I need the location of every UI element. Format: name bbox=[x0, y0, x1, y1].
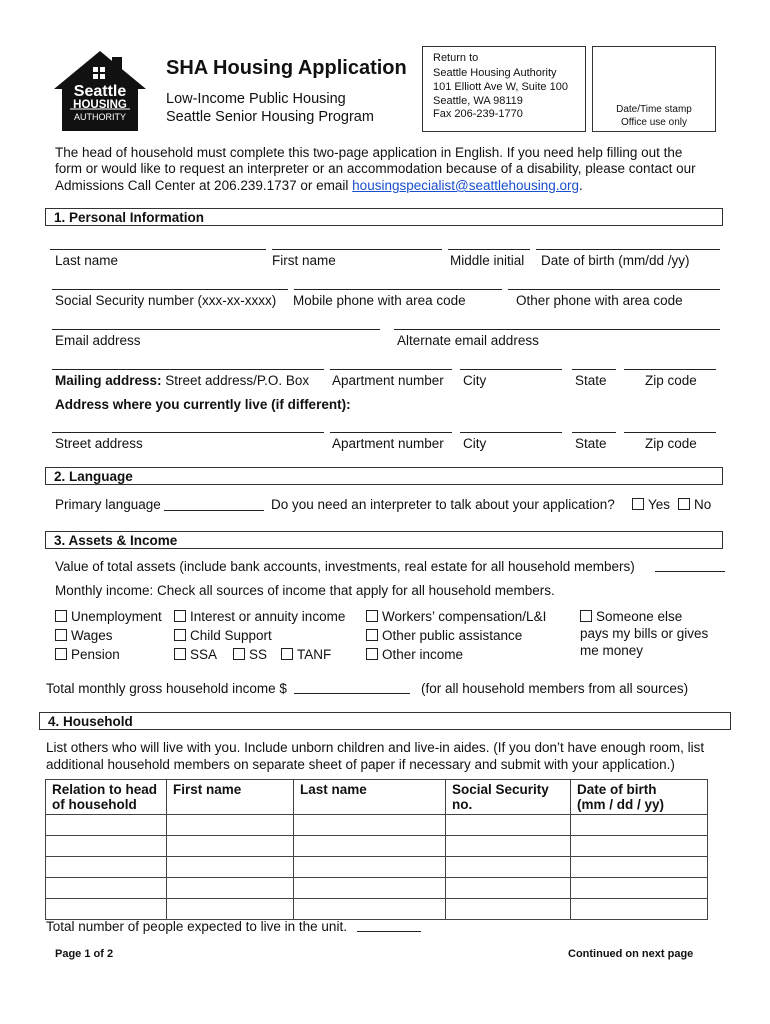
primary-language-field[interactable] bbox=[164, 510, 264, 511]
return-line: Seattle Housing Authority bbox=[433, 67, 557, 79]
email-field[interactable] bbox=[52, 329, 380, 330]
table-cell[interactable] bbox=[571, 857, 708, 878]
section-4-header: 4. Household bbox=[39, 712, 731, 730]
checkbox-icon bbox=[55, 648, 67, 660]
total-people-label: Total number of people expected to live in the unit. bbox=[46, 919, 347, 934]
other-income-checkbox[interactable] bbox=[366, 647, 463, 662]
checkbox-icon bbox=[366, 610, 378, 622]
child-support-checkbox[interactable] bbox=[174, 628, 272, 643]
intro-line: The head of household must complete this two-page application in English. If you need help filling out the bbox=[55, 145, 683, 160]
table-cell[interactable] bbox=[446, 815, 571, 836]
ssn-field[interactable] bbox=[52, 289, 288, 290]
assets-label: Value of total assets (include bank accounts, investments, real estate for all household members) bbox=[55, 559, 635, 574]
table-cell[interactable] bbox=[446, 836, 571, 857]
total-income-field[interactable] bbox=[294, 693, 410, 694]
label: Apartment number bbox=[332, 373, 444, 388]
table-cell[interactable] bbox=[167, 815, 294, 836]
current-state-field[interactable] bbox=[572, 432, 616, 433]
table-cell[interactable] bbox=[46, 857, 167, 878]
intro-line: form or would like to request an interpreter or an accommodation because of a disability, please contact our bbox=[55, 161, 696, 176]
label: Do you need an interpreter to talk about your application? bbox=[271, 497, 615, 512]
label: Alternate email address bbox=[397, 333, 539, 348]
header-text: of household bbox=[52, 797, 137, 812]
checkbox-label: Pension bbox=[71, 647, 120, 662]
current-street-field[interactable] bbox=[52, 432, 324, 433]
table-cell[interactable] bbox=[167, 836, 294, 857]
mailing-label: Mailing address: bbox=[55, 373, 162, 388]
current-apt-field[interactable] bbox=[330, 432, 452, 433]
stamp-label: Office use only bbox=[621, 117, 687, 128]
checkbox-icon bbox=[678, 498, 690, 510]
household-instructions: additional household members on separate sheet of paper if necessary and submit with your application.) bbox=[46, 757, 675, 772]
return-address-box bbox=[422, 46, 586, 132]
mailing-apt-field[interactable] bbox=[330, 369, 452, 370]
someone-else-checkbox[interactable] bbox=[580, 609, 682, 624]
header-text: First name bbox=[173, 782, 242, 797]
column-header bbox=[571, 780, 708, 815]
header-text: no. bbox=[452, 797, 473, 812]
sha-logo bbox=[52, 49, 148, 133]
checkbox-icon bbox=[366, 629, 378, 641]
mailing-city-field[interactable] bbox=[460, 369, 562, 370]
table-cell[interactable] bbox=[446, 857, 571, 878]
total-income-note: (for all household members from all sources) bbox=[421, 681, 689, 696]
intro-text: Admissions Call Center at 206.239.1737 or email bbox=[55, 178, 353, 193]
total-income-label: Total monthly gross household income $ bbox=[46, 681, 287, 696]
mailing-state-field[interactable] bbox=[572, 369, 616, 370]
table-cell[interactable] bbox=[294, 815, 446, 836]
checkbox-label: me money bbox=[580, 643, 644, 658]
workers-comp-checkbox[interactable] bbox=[366, 609, 546, 624]
intro-text: . bbox=[579, 178, 583, 193]
table-cell[interactable] bbox=[294, 899, 446, 920]
table-row[interactable] bbox=[46, 857, 708, 878]
checkbox-icon bbox=[580, 610, 592, 622]
program-line-1: Low-Income Public Housing bbox=[166, 91, 346, 107]
checkbox-icon bbox=[174, 610, 186, 622]
current-city-field[interactable] bbox=[460, 432, 562, 433]
wages-checkbox[interactable] bbox=[55, 628, 113, 643]
table-cell[interactable] bbox=[46, 878, 167, 899]
checkbox-label: Child Support bbox=[190, 628, 272, 643]
checkbox-label: Yes bbox=[648, 497, 671, 512]
header-text: Relation to head bbox=[52, 782, 158, 797]
checkbox-icon bbox=[174, 648, 186, 660]
label: Apartment number bbox=[332, 436, 444, 451]
table-cell[interactable] bbox=[571, 836, 708, 857]
table-cell[interactable] bbox=[571, 815, 708, 836]
table-cell[interactable] bbox=[294, 878, 446, 899]
first-name-field[interactable] bbox=[272, 249, 442, 250]
label: Primary language bbox=[55, 497, 161, 512]
table-cell[interactable] bbox=[294, 857, 446, 878]
page-number: Page 1 of 2 bbox=[55, 948, 114, 960]
household-table bbox=[45, 779, 708, 920]
label: Last name bbox=[55, 253, 119, 268]
table-cell[interactable] bbox=[46, 815, 167, 836]
table-cell[interactable] bbox=[46, 836, 167, 857]
label: Social Security number (xxx-xx-xxxx) bbox=[55, 293, 277, 308]
column-header bbox=[446, 780, 571, 815]
program-line-2: Seattle Senior Housing Program bbox=[166, 109, 374, 125]
checkbox-label: Unemployment bbox=[71, 609, 162, 624]
return-line: 101 Elliott Ave W, Suite 100 bbox=[433, 81, 568, 93]
checkbox-label: Someone else bbox=[596, 609, 683, 624]
section-3-header: 3. Assets & Income bbox=[45, 531, 723, 549]
checkbox-icon bbox=[281, 648, 293, 660]
section-2-header: 2. Language bbox=[45, 467, 723, 485]
checkbox-icon bbox=[366, 648, 378, 660]
mailing-zip-field[interactable] bbox=[624, 369, 716, 370]
logo-housing: HOUSING bbox=[73, 99, 127, 111]
interest-checkbox[interactable] bbox=[174, 609, 345, 624]
column-header bbox=[167, 780, 294, 815]
table-row[interactable] bbox=[46, 878, 708, 899]
label: Other phone with area code bbox=[516, 293, 683, 308]
email-link[interactable]: housingspecialist@seattlehousing.org bbox=[352, 178, 580, 193]
label: Zip code bbox=[645, 373, 697, 388]
logo-seattle: Seattle bbox=[73, 83, 127, 100]
dob-field[interactable] bbox=[536, 249, 720, 250]
table-cell[interactable] bbox=[46, 899, 167, 920]
label: City bbox=[463, 373, 487, 388]
no-checkbox[interactable] bbox=[678, 497, 711, 512]
header-text: Last name bbox=[300, 782, 367, 797]
table-cell[interactable] bbox=[571, 899, 708, 920]
checkbox-label: Interest or annuity income bbox=[190, 609, 346, 624]
mailing-sublabel: Street address/P.O. Box bbox=[161, 373, 310, 388]
assets-field[interactable] bbox=[655, 571, 725, 572]
section-1-header: 1. Personal Information bbox=[45, 208, 723, 226]
table-row[interactable] bbox=[46, 836, 708, 857]
total-people-field[interactable] bbox=[357, 931, 421, 932]
checkbox-label: Wages bbox=[71, 628, 113, 643]
checkbox-label: TANF bbox=[297, 647, 332, 662]
checkbox-icon bbox=[55, 610, 67, 622]
current-zip-field[interactable] bbox=[624, 432, 716, 433]
table-cell[interactable] bbox=[446, 899, 571, 920]
tanf-checkbox[interactable] bbox=[281, 647, 331, 662]
header-text: Date of birth bbox=[577, 782, 657, 797]
checkbox-label: Other public assistance bbox=[382, 628, 523, 643]
date-stamp-box bbox=[592, 46, 716, 132]
table-header-row bbox=[46, 780, 708, 815]
label: Middle initial bbox=[450, 253, 525, 268]
label bbox=[55, 373, 309, 388]
table-cell[interactable] bbox=[571, 878, 708, 899]
table-cell[interactable] bbox=[167, 899, 294, 920]
return-line: Return to bbox=[433, 52, 479, 64]
label: City bbox=[463, 436, 487, 451]
column-header bbox=[46, 780, 167, 815]
header-text: (mm / dd / yy) bbox=[577, 797, 665, 812]
table-row[interactable] bbox=[46, 815, 708, 836]
logo-authority: AUTHORITY bbox=[73, 112, 126, 122]
table-row[interactable] bbox=[46, 899, 708, 920]
label: Zip code bbox=[645, 436, 697, 451]
mailing-street-field[interactable] bbox=[52, 369, 324, 370]
pension-checkbox[interactable] bbox=[55, 647, 120, 662]
checkbox-label: Other income bbox=[382, 647, 464, 662]
alt-email-field[interactable] bbox=[394, 329, 720, 330]
table-cell[interactable] bbox=[167, 857, 294, 878]
middle-initial-field[interactable] bbox=[448, 249, 530, 250]
checkbox-label: Workers’ compensation/L&I bbox=[382, 609, 547, 624]
ss-checkbox[interactable] bbox=[233, 647, 267, 662]
unemployment-checkbox[interactable] bbox=[55, 609, 162, 624]
return-line: Fax 206-239-1770 bbox=[433, 108, 523, 120]
label: State bbox=[575, 436, 607, 451]
label: Mobile phone with area code bbox=[293, 293, 466, 308]
table-cell[interactable] bbox=[446, 878, 571, 899]
public-assistance-checkbox[interactable] bbox=[366, 628, 522, 643]
checkbox-label: SS bbox=[249, 647, 268, 662]
mobile-phone-field[interactable] bbox=[294, 289, 502, 290]
return-line: Seattle, WA 98119 bbox=[433, 95, 523, 107]
label: First name bbox=[272, 253, 336, 268]
stamp-label: Date/Time stamp bbox=[616, 104, 692, 115]
label: Date of birth (mm/dd /yy) bbox=[541, 253, 690, 268]
checkbox-icon bbox=[632, 498, 644, 510]
checkbox-icon bbox=[174, 629, 186, 641]
label: State bbox=[575, 373, 607, 388]
intro-line bbox=[55, 178, 583, 193]
current-address-label: Address where you currently live (if different): bbox=[55, 397, 351, 412]
last-name-field[interactable] bbox=[50, 249, 266, 250]
table-cell[interactable] bbox=[167, 878, 294, 899]
checkbox-label: No bbox=[694, 497, 712, 512]
page-title: SHA Housing Application bbox=[166, 57, 407, 79]
table-cell[interactable] bbox=[294, 836, 446, 857]
yes-checkbox[interactable] bbox=[632, 497, 670, 512]
ssa-checkbox[interactable] bbox=[174, 647, 217, 662]
column-header bbox=[294, 780, 446, 815]
checkbox-icon bbox=[55, 629, 67, 641]
monthly-income-label: Monthly income: Check all sources of income that apply for all household members. bbox=[55, 583, 555, 598]
checkbox-label: SSA bbox=[190, 647, 218, 662]
continued-note: Continued on next page bbox=[568, 948, 694, 960]
header-text: Social Security bbox=[452, 782, 549, 797]
checkbox-label: pays my bills or gives bbox=[580, 626, 709, 641]
label: Street address bbox=[55, 436, 143, 451]
other-phone-field[interactable] bbox=[508, 289, 720, 290]
household-instructions: List others who will live with you. Include unborn children and live-in aides. (If you don’t have enough room, list bbox=[46, 740, 705, 755]
checkbox-icon bbox=[233, 648, 245, 660]
label: Email address bbox=[55, 333, 141, 348]
